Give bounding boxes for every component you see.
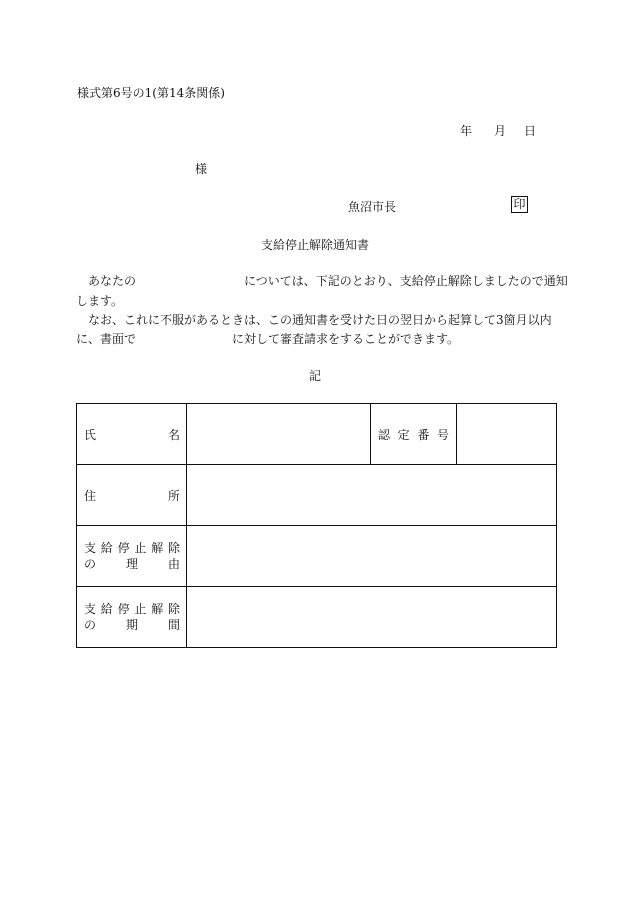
period-label-char: 除	[167, 602, 180, 616]
date-line	[436, 122, 536, 139]
info-table	[76, 403, 557, 648]
reason-label-char: 支	[84, 541, 97, 555]
address-label-char: 所	[167, 488, 180, 503]
reason-label-char: 由	[167, 557, 180, 571]
reason-label-char: 止	[134, 541, 147, 555]
table-row-name	[77, 404, 557, 465]
period-label-cell	[77, 587, 187, 648]
period-value-cell[interactable]	[187, 587, 557, 648]
period-label-char: 間	[167, 618, 180, 632]
cert-label-char: 定	[397, 427, 410, 442]
cert-label-char: 認	[378, 427, 391, 442]
cert-number-value-cell[interactable]	[457, 404, 557, 465]
reason-value-cell[interactable]	[187, 526, 557, 587]
date-month: 月	[493, 124, 506, 138]
reason-label-char: 除	[167, 541, 180, 555]
name-value-cell[interactable]	[187, 404, 371, 465]
address-label-cell	[77, 465, 187, 526]
reason-label-char: の	[84, 557, 97, 571]
name-label-char: 名	[167, 427, 180, 442]
address-label-char: 住	[84, 488, 97, 503]
period-label-char: 解	[151, 602, 164, 616]
body-paragraph-1-line-2: します。	[76, 294, 124, 308]
reason-label-char: 停	[117, 541, 130, 555]
period-label-char: 給	[100, 602, 113, 616]
cert-number-label-cell	[371, 404, 457, 465]
address-value-cell[interactable]	[187, 465, 557, 526]
period-label-char: の	[84, 618, 97, 632]
name-label-cell	[77, 404, 187, 465]
form-number: 様式第6号の1(第14条関係)	[77, 86, 225, 100]
date-day: 日	[523, 124, 536, 138]
reason-label-char: 解	[151, 541, 164, 555]
table-row-address	[77, 465, 557, 526]
period-label-char: 停	[117, 602, 130, 616]
body-paragraph-2-line-2: に、書面で に対して審査請求をすることができます。	[76, 332, 460, 346]
table-row-reason	[77, 526, 557, 587]
period-label-char: 期	[125, 618, 138, 632]
table-row-period	[77, 587, 557, 648]
cert-label-char: 番	[417, 427, 430, 442]
reason-label-char: 理	[125, 557, 138, 571]
body-paragraph-1-line-1: あなたの については、下記のとおり、支給停止解除しましたので通知	[76, 274, 568, 288]
period-label-char: 支	[84, 602, 97, 616]
issuer-name: 魚沼市長	[348, 200, 397, 214]
seal-mark: 印	[511, 196, 528, 213]
period-label-char: 止	[134, 602, 147, 616]
reason-label-cell	[77, 526, 187, 587]
ki-heading: 記	[308, 369, 321, 383]
body-paragraph-2-line-1: なお、これに不服があるときは、この通知書を受けた日の翌日から起算して3箇月以内	[76, 313, 552, 327]
addressee-suffix: 様	[195, 162, 208, 176]
date-year: 年	[459, 124, 472, 138]
name-label-char: 氏	[84, 427, 97, 442]
reason-label-char: 給	[100, 541, 113, 555]
cert-label-char: 号	[436, 427, 449, 442]
document-title: 支給停止解除通知書	[260, 238, 369, 252]
